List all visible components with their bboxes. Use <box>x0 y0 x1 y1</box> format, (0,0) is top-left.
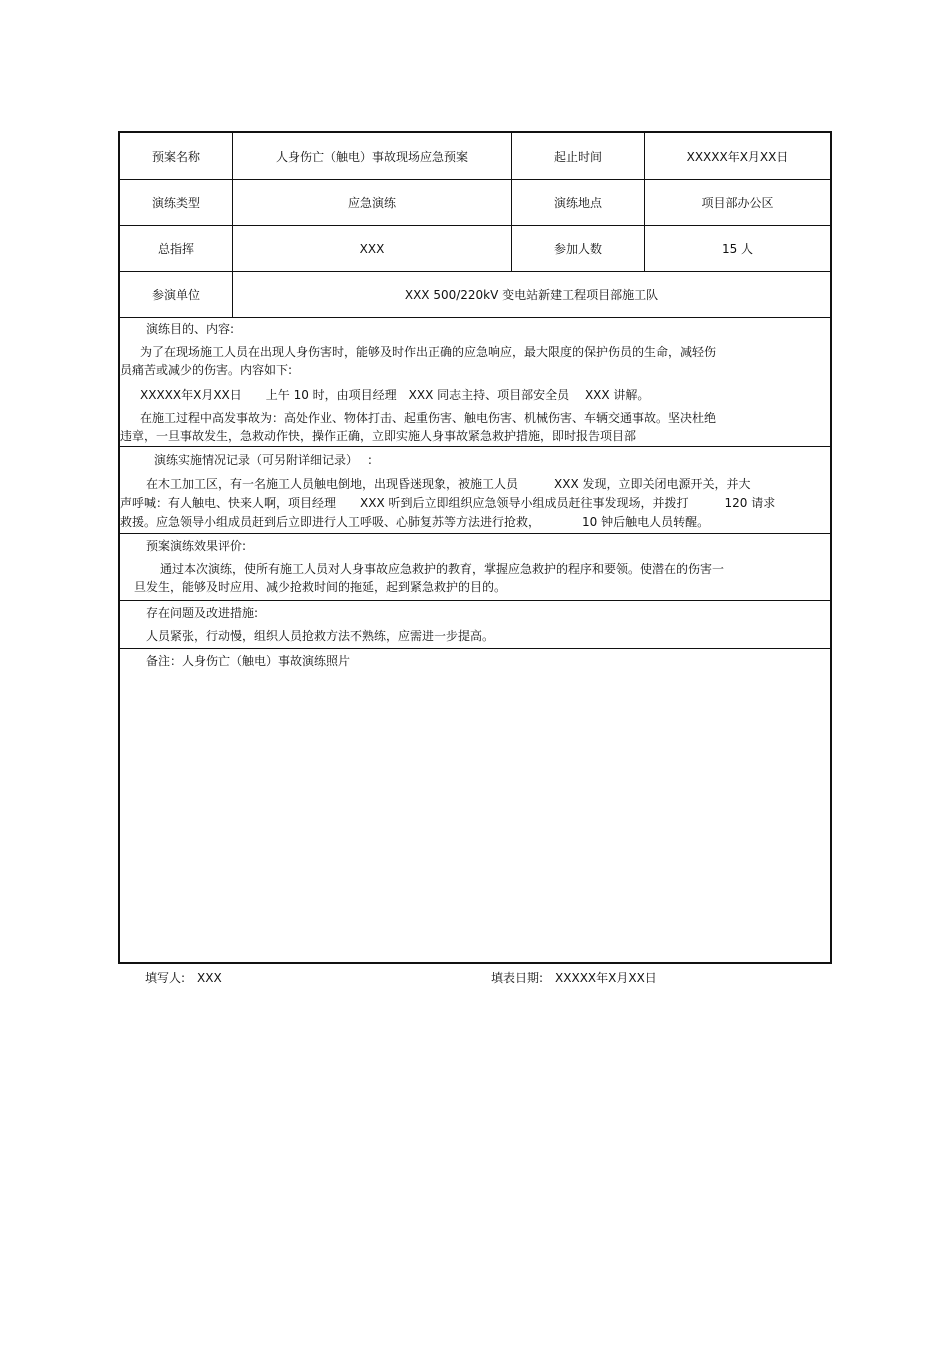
purpose-line-3: XXXXX年X月XX日 上午 10 时，由项目经理 XXX 同志主持、项目部安全员 XXX 讲解。 <box>140 388 650 402</box>
evaluation-section <box>120 534 830 601</box>
remarks-section <box>120 649 830 962</box>
remarks-text: 备注：人身伤亡（触电）事故演练照片 <box>146 654 351 668</box>
record-line-1: 在木工加工区，有一名施工人员触电倒地，出现昏迷现象，被施工人员 XXX 发现，立即关闭电源开关，并大 <box>146 477 751 491</box>
record-line-3: 救援。应急领导小组成员赶到后立即进行人工呼吸、心肺复苏等方法进行抢救， 10 钟后触电人员转醒。 <box>120 515 710 529</box>
location-label: 演练地点 <box>511 180 644 225</box>
drill-type-label: 演练类型 <box>151 196 200 210</box>
period-value: XXXXX年X月XX日 <box>644 133 830 179</box>
location-value: 项目部办公区 <box>644 180 830 225</box>
unit-label: 参演单位 <box>151 288 200 302</box>
participants-label: 参加人数 <box>511 226 644 271</box>
purpose-title: 演练目的、内容: <box>146 322 235 336</box>
purpose-line-5: 违章，一旦事故发生，急救动作快，操作正确，立即实施人身事故紧急救护措施，即时报告项目部 <box>120 429 637 443</box>
evaluation-line-2: 旦发生，能够及时应用、减少抢救时间的拖延，起到紧急救护的目的。 <box>134 580 507 594</box>
row-plan-name <box>120 133 830 180</box>
row-unit <box>120 272 830 318</box>
issues-title: 存在问题及改进措施: <box>146 606 259 620</box>
period-label: 起止时间 <box>511 133 644 179</box>
plan-name-value: 人身伤亡（触电）事故现场应急预案 <box>232 133 511 179</box>
record-line-2: 声呼喊：有人触电、快来人啊，项目经理 XXX 听到后立即组织应急领导小组成员赶往事发现场，并拨打 120 请求 <box>120 496 776 510</box>
issues-line-1: 人员紧张，行动慢，组织人员抢救方法不熟练，应需进一步提高。 <box>146 629 495 643</box>
commander-value: XXX <box>232 226 511 271</box>
commander-label: 总指挥 <box>157 242 194 256</box>
issues-section <box>120 601 830 649</box>
drill-type-value: 应急演练 <box>232 180 511 225</box>
purpose-line-4: 在施工过程中高发事故为：高处作业、物体打击、起重伤害、触电伤害、机械伤害、车辆交通事故。坚决杜绝 <box>140 411 717 425</box>
plan-name-label: 预案名称 <box>151 149 200 164</box>
purpose-section <box>120 318 830 447</box>
unit-value: XXX 500/220kV 变电站新建工程项目部施工队 <box>232 272 830 317</box>
drill-record-form <box>118 131 832 964</box>
evaluation-title: 预案演练效果评价: <box>146 539 247 553</box>
row-drill-type <box>120 180 830 226</box>
participants-value: 15 人 <box>644 226 830 271</box>
evaluation-line-1: 通过本次演练，使所有施工人员对人身事故应急救护的教育，掌握应急救护的程序和要领。使潜在的伤害一 <box>160 562 725 576</box>
record-section <box>120 447 830 534</box>
row-commander <box>120 226 830 272</box>
fill-date-field: 填表日期: XXXXX年X月XX日 <box>491 971 657 985</box>
filler-field: 填写人: XXX <box>145 971 222 985</box>
purpose-line-2: 员痛苦或减少的伤害。内容如下: <box>120 363 293 377</box>
record-title: 演练实施情况记录（可另附详细记录） : <box>154 453 372 467</box>
purpose-line-1: 为了在现场施工人员在出现人身伤害时，能够及时作出正确的应急响应，最大限度的保护伤员的生命，减轻伤 <box>140 345 717 359</box>
